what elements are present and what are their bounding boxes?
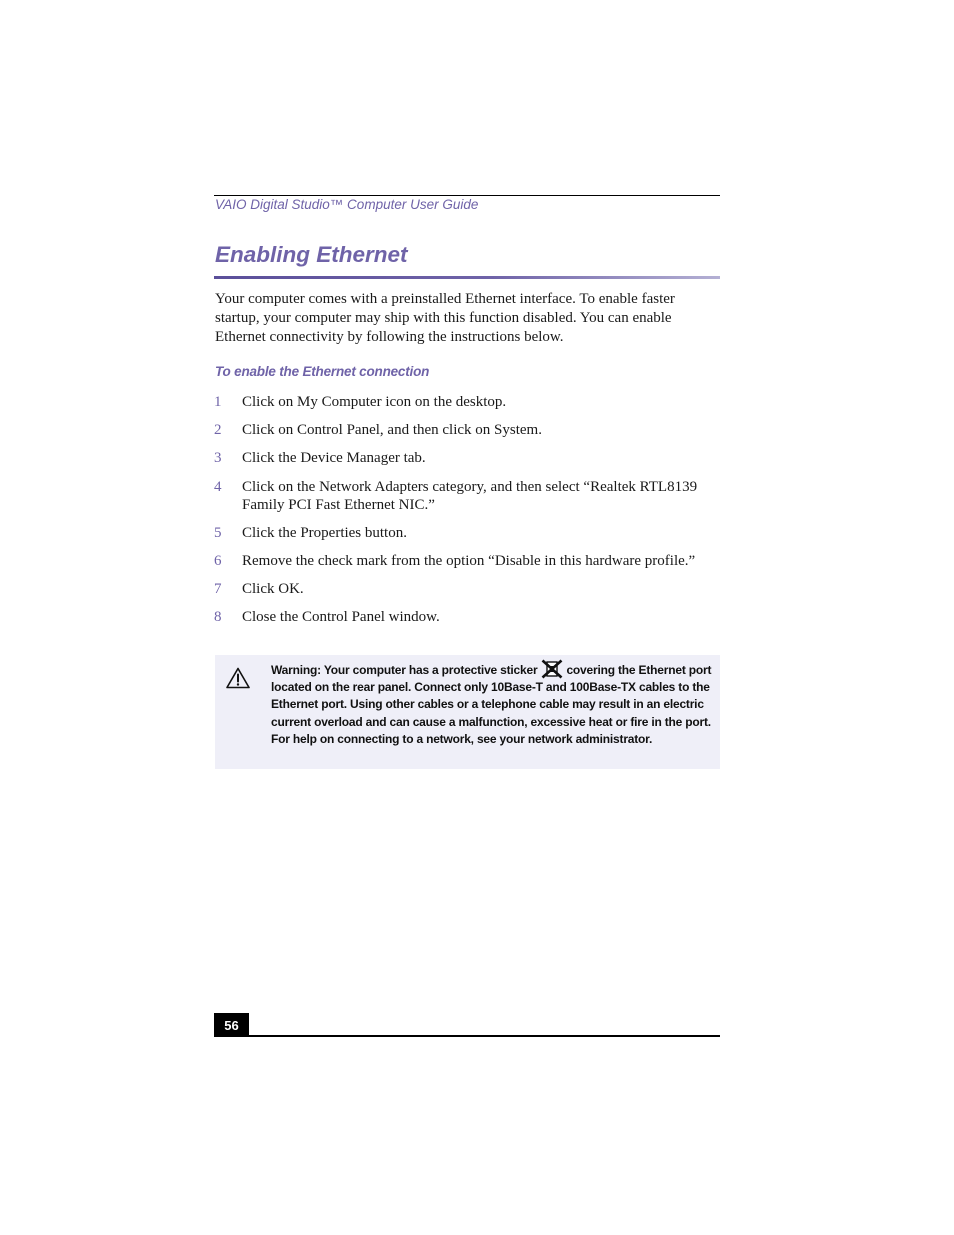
step-number: 3 xyxy=(214,450,222,466)
warning-text-rest: covering the Ethernet port located on the rear panel. Connect only 10Base-T and 100Base-TX cables to the Ethernet port. Using other cables or a telephone cable may result in an electric current overload and can cause a malfunction, excessive heat or fire in the port. For help on connecting to a network, see your network administrator. xyxy=(271,663,712,746)
header-rule xyxy=(214,195,720,196)
step-text: Click the Properties button. xyxy=(242,525,407,541)
step-number: 8 xyxy=(214,609,222,625)
step-text: Click the Device Manager tab. xyxy=(242,450,426,466)
step-text: Click on the Network Adapters category, and then select “Realtek RTL8139 Family PCI Fast Ethernet NIC.” xyxy=(242,479,698,513)
running-head: VAIO Digital Studio™ Computer User Guide xyxy=(215,197,479,212)
step-number: 2 xyxy=(214,422,222,438)
footer-rule xyxy=(214,1035,720,1037)
step-number: 7 xyxy=(214,581,222,597)
step-number: 6 xyxy=(214,553,222,569)
step-text: Close the Control Panel window. xyxy=(242,609,440,625)
step-text: Click on Control Panel, and then click on System. xyxy=(242,422,542,438)
step-text: Remove the check mark from the option “Disable in this hardware profile.” xyxy=(242,553,696,569)
title-underline-bar xyxy=(214,276,720,279)
page-number: 56 xyxy=(214,1013,249,1037)
warning-text xyxy=(271,659,717,748)
section-title: Enabling Ethernet xyxy=(215,242,408,267)
step-number: 4 xyxy=(214,479,222,495)
no-connection-sticker-icon xyxy=(541,659,563,679)
step-text: Click on My Computer icon on the desktop. xyxy=(242,394,507,410)
step-number: 1 xyxy=(214,394,222,410)
warning-callout xyxy=(215,655,720,769)
warning-triangle-icon xyxy=(226,667,250,689)
warning-text-start: Warning: Your computer has a protective sticker xyxy=(271,663,538,677)
procedure-title: To enable the Ethernet connection xyxy=(215,364,430,379)
intro-paragraph: Your computer comes with a preinstalled Ethernet interface. To enable faster startup, your computer may ship with this function disabled. You can enable Ethernet connectivity by following the instructions below. xyxy=(215,291,675,345)
step-text: Click OK. xyxy=(242,581,304,597)
step-number: 5 xyxy=(214,525,222,541)
